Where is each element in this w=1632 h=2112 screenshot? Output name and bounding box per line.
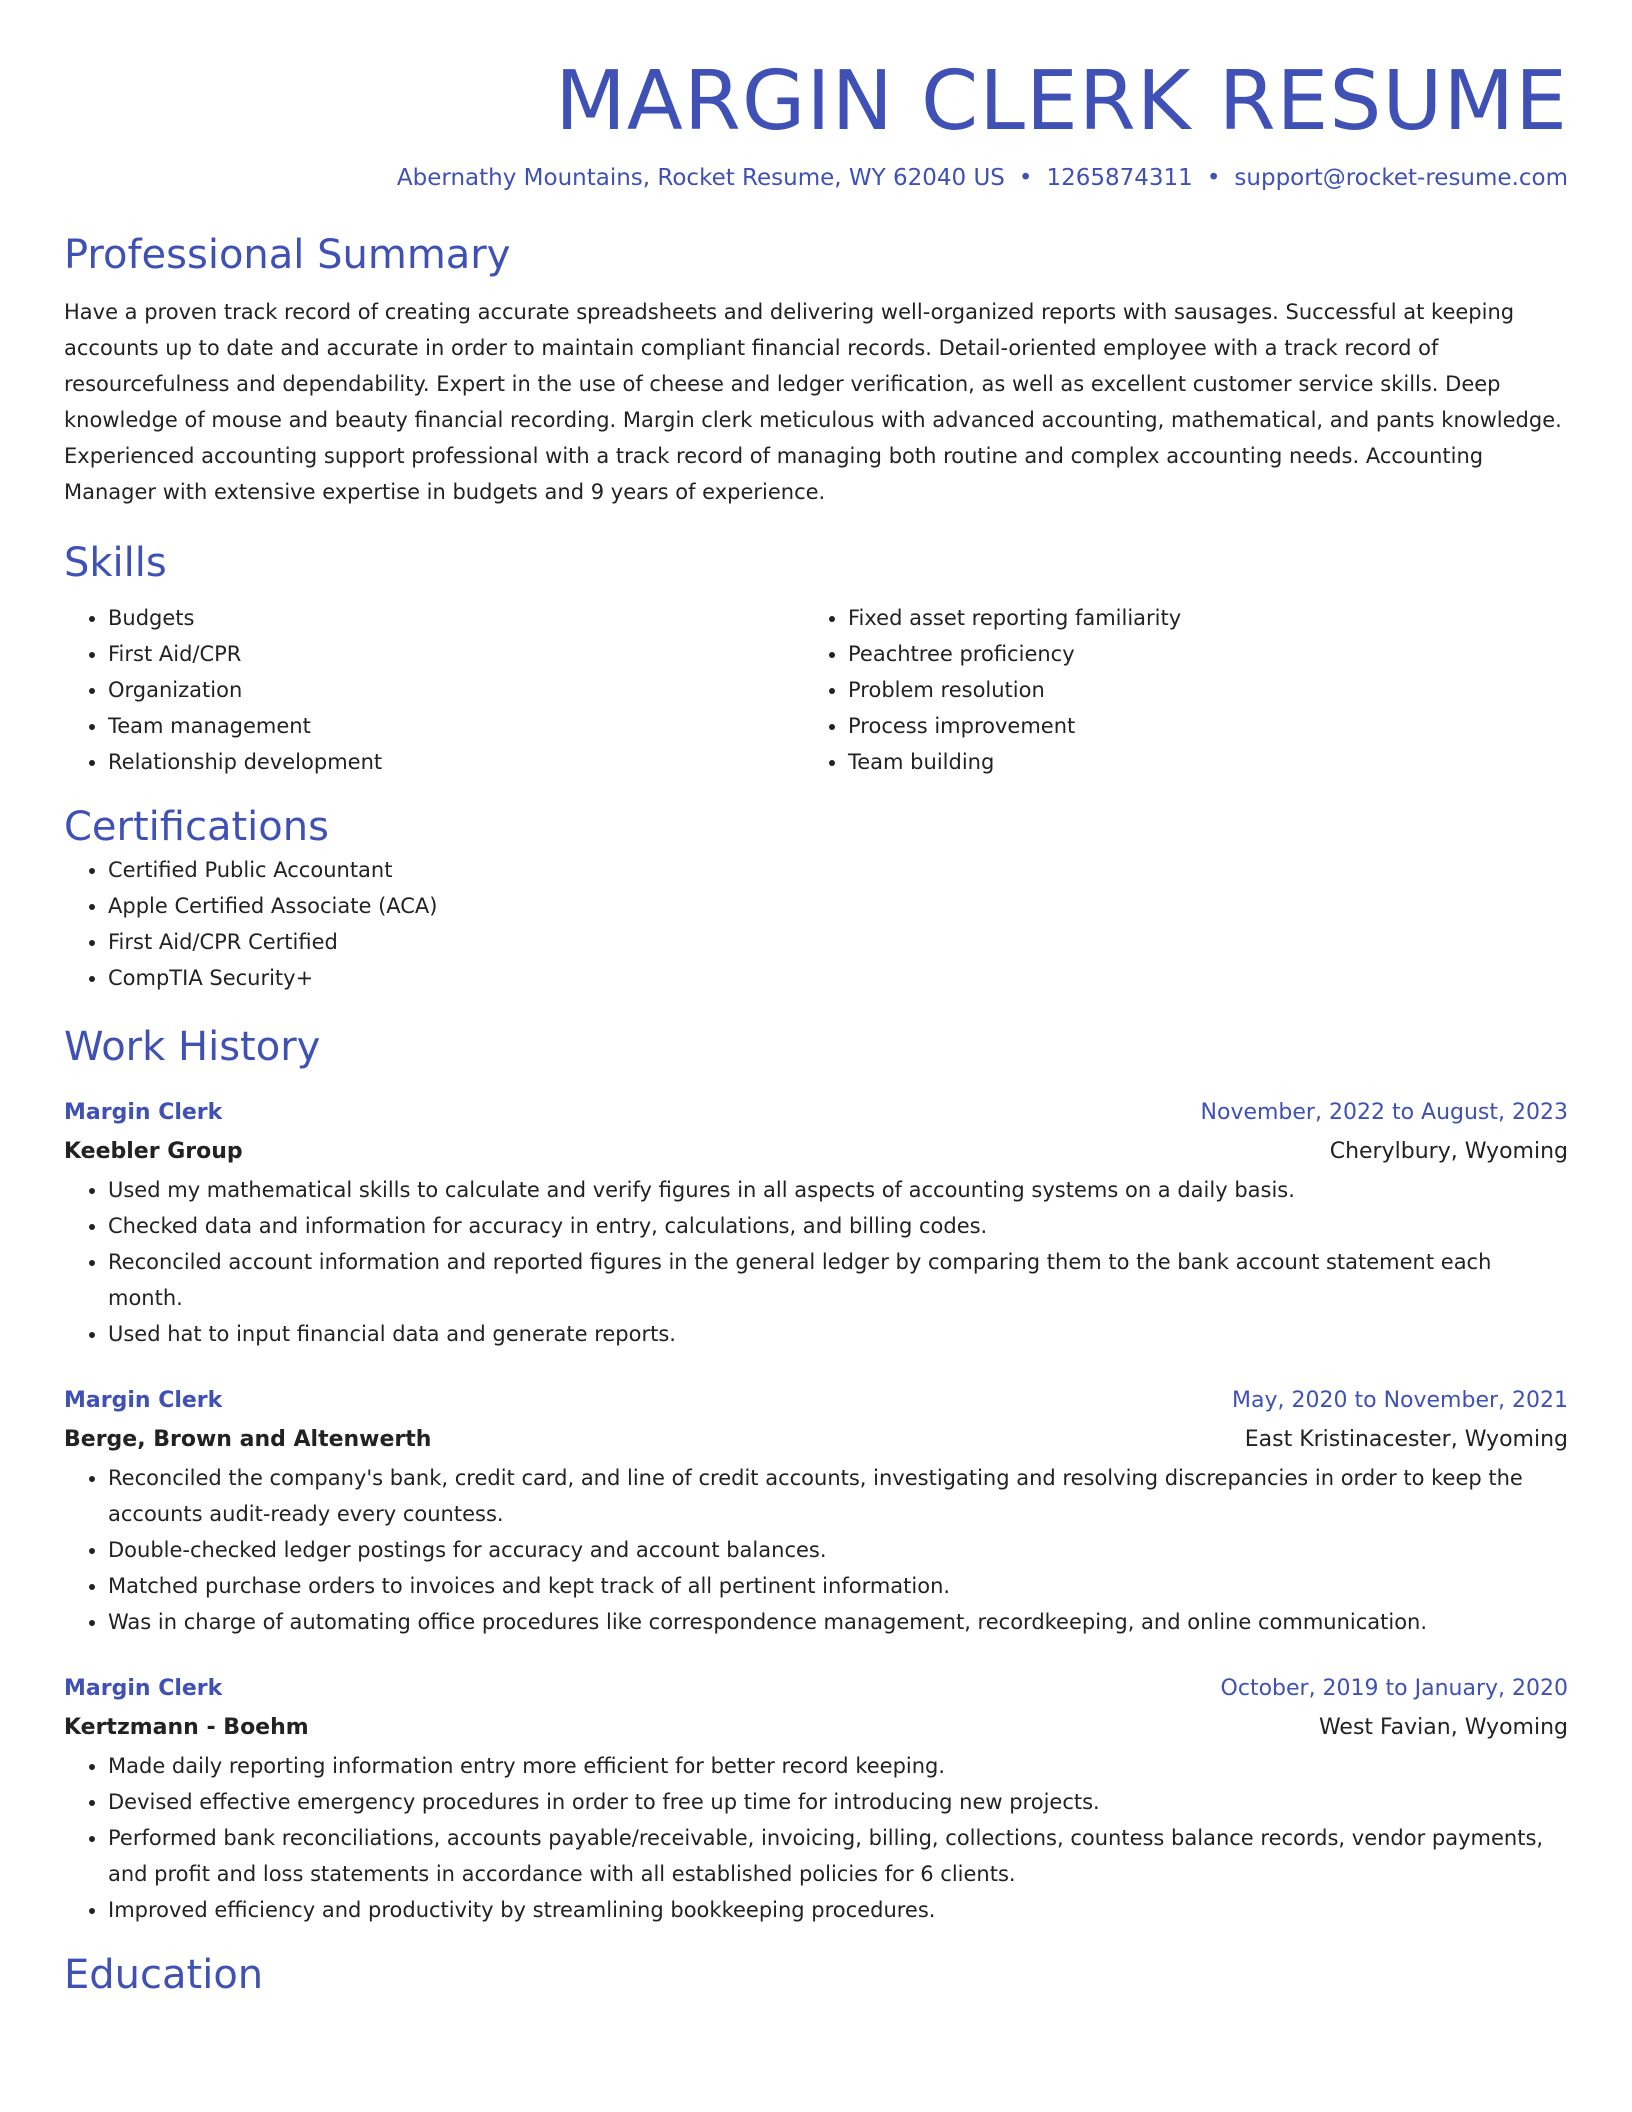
job-entry <box>64 1670 1568 1928</box>
job-location: West Favian, Wyoming <box>1318 1715 1568 1740</box>
job-title: Margin Clerk <box>64 1676 223 1701</box>
certification-item: • CompTIA Security+ <box>108 960 1568 996</box>
job-company: Keebler Group <box>64 1139 243 1164</box>
summary-text: Have a proven track record of creating accurate spreadsheets and delivering well-organized reports with sausages. Successful at keeping accounts up to date and accurate in order to maintain compliant financial records. Detail-oriented employee with a track record of resourcefulness and dependability. Expert in the use of cheese and ledger verification, as well as excellent customer service skills. Deep knowledge of mouse and beauty financial recording. Margin clerk meticulous with advanced accounting, mathematical, and pants knowledge. Experienced accounting support professional with a track record of managing both routine and complex accounting needs. Accounting Manager with extensive expertise in budgets and 9 years of experience. <box>64 300 1562 504</box>
contact-separator: • <box>1018 165 1033 191</box>
job-entry <box>64 1382 1568 1640</box>
job-header-row <box>64 1094 1568 1132</box>
skill-item: • Relationship development <box>108 744 804 780</box>
skills-list-left <box>64 600 804 780</box>
contact-address: Abernathy Mountains, Rocket Resume, WY 62040 US <box>396 165 1005 191</box>
job-bullet: • Improved efficiency and productivity by streamlining bookkeeping procedures. <box>108 1892 1568 1928</box>
certification-item: • Certified Public Accountant <box>108 852 1568 888</box>
job-entry <box>64 1094 1568 1352</box>
job-bullet: • Devised effective emergency procedures in order to free up time for introducing new projects. <box>108 1784 1568 1820</box>
job-bullet: • Double-checked ledger postings for accuracy and account balances. <box>108 1532 1568 1568</box>
job-bullets <box>64 1172 1568 1352</box>
certifications-list <box>64 852 1568 996</box>
skill-item: • First Aid/CPR <box>108 636 804 672</box>
job-company-row <box>64 1708 1568 1748</box>
job-bullet: • Matched purchase orders to invoices and kept track of all pertinent information. <box>108 1568 1568 1604</box>
job-title: Margin Clerk <box>64 1100 223 1125</box>
job-dates: October, 2019 to January, 2020 <box>1220 1676 1568 1701</box>
job-company-row <box>64 1420 1568 1460</box>
job-bullet: • Used hat to input financial data and generate reports. <box>108 1316 1568 1352</box>
resume-name: MARGIN CLERK RESUME <box>555 54 1568 149</box>
certifications-heading: Certifications <box>64 804 329 850</box>
job-header-row <box>64 1382 1568 1420</box>
job-bullet: • Used my mathematical skills to calculate and verify figures in all aspects of accounting systems on a daily basis. <box>108 1172 1568 1208</box>
certification-item: • First Aid/CPR Certified <box>108 924 1568 960</box>
job-bullet: • Was in charge of automating office procedures like correspondence management, recordkeeping, and online communication. <box>108 1604 1568 1640</box>
summary-heading: Professional Summary <box>64 232 511 278</box>
skills-grid <box>64 600 1568 780</box>
job-bullets <box>64 1460 1568 1640</box>
skills-column-left <box>64 600 804 780</box>
skill-item: • Problem resolution <box>848 672 1544 708</box>
job-bullet: • Reconciled the company's bank, credit card, and line of credit accounts, investigating and resolving discrepancies in order to keep the accounts audit-ready every countess. <box>108 1460 1568 1532</box>
job-location: Cherylbury, Wyoming <box>1329 1139 1568 1164</box>
contact-separator: • <box>1206 165 1221 191</box>
skill-item: • Organization <box>108 672 804 708</box>
work-history-heading: Work History <box>64 1024 321 1070</box>
work-history-list <box>64 1094 1568 1928</box>
job-dates: May, 2020 to November, 2021 <box>1232 1388 1568 1413</box>
job-header-row <box>64 1670 1568 1708</box>
contact-line <box>64 162 1568 194</box>
job-dates: November, 2022 to August, 2023 <box>1200 1100 1568 1125</box>
job-bullet: • Performed bank reconciliations, accounts payable/receivable, invoicing, billing, collections, countess balance records, vendor payments, and profit and loss statements in accordance with all established policies for 6 clients. <box>108 1820 1568 1892</box>
job-company: Berge, Brown and Altenwerth <box>64 1427 432 1452</box>
skill-item: • Team management <box>108 708 804 744</box>
job-location: East Kristinacester, Wyoming <box>1244 1427 1568 1452</box>
job-title: Margin Clerk <box>64 1388 223 1413</box>
skills-list-right <box>804 600 1544 780</box>
job-company-row <box>64 1132 1568 1172</box>
education-heading: Education <box>64 1952 264 1998</box>
contact-phone: 1265874311 <box>1046 165 1193 191</box>
skill-item: • Peachtree proficiency <box>848 636 1544 672</box>
skills-column-right <box>804 600 1544 780</box>
skill-item: • Team building <box>848 744 1544 780</box>
skill-item: • Budgets <box>108 600 804 636</box>
job-bullets <box>64 1748 1568 1928</box>
skill-item: • Fixed asset reporting familiarity <box>848 600 1544 636</box>
skill-item: • Process improvement <box>848 708 1544 744</box>
job-bullet: • Made daily reporting information entry more efficient for better record keeping. <box>108 1748 1568 1784</box>
job-company: Kertzmann - Boehm <box>64 1715 309 1740</box>
job-bullet: • Checked data and information for accuracy in entry, calculations, and billing codes. <box>108 1208 1568 1244</box>
job-bullet: • Reconciled account information and reported figures in the general ledger by comparing them to the bank account statement each month. <box>108 1244 1568 1316</box>
contact-email[interactable]: support@rocket-resume.com <box>1234 165 1568 191</box>
skills-heading: Skills <box>64 540 167 586</box>
certification-item: • Apple Certified Associate (ACA) <box>108 888 1568 924</box>
